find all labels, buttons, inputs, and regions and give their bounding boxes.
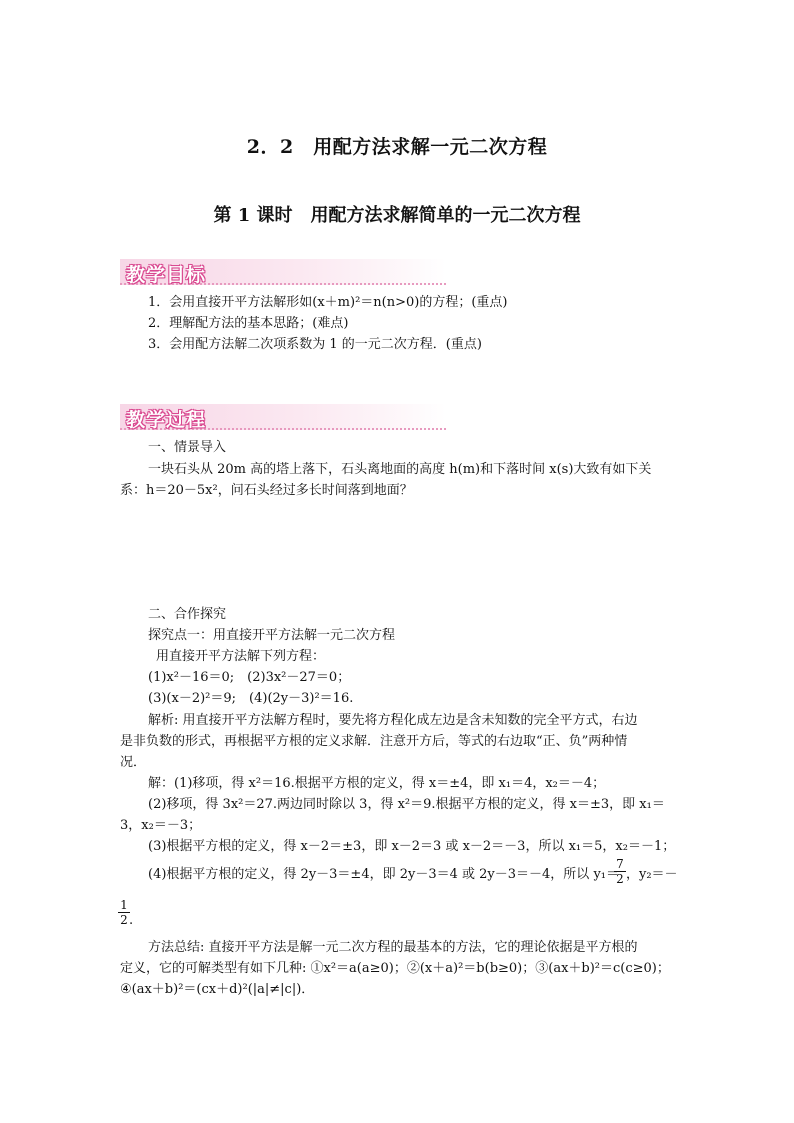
objective-item: 3．会用配方法解二次项系数为 1 的一元二次方程．(重点) (148, 337, 482, 352)
objective-item: 2．理解配方法的基本思路；(难点) (148, 316, 349, 331)
equation-row: (1)x²－16＝0; (2)3x²－27＝0； (148, 670, 351, 685)
summary-text: 定义，它的可解类型有如下几种: ①x²＝a(a≥0)；②(x＋a)²＝b(b≥0)；③(ax＋b)²＝c(c≥0)； (120, 961, 670, 976)
process-banner (120, 404, 446, 430)
fraction-numerator: 1 (118, 898, 130, 913)
fraction-numerator: 7 (614, 857, 626, 872)
analysis-text: 是非负数的形式，再根据平方根的定义求解．注意开方后，等式的右边取“正、负”两种情 (120, 734, 628, 749)
equation-row: (3)(x－2)²＝9; (4)(2y－3)²＝16. (148, 691, 354, 706)
objective-item: 1．会用直接开平方法解形如(x＋m)²＝n(n>0)的方程；(重点) (148, 295, 508, 310)
solution-text: (4)根据平方根的定义，得 2y－3＝±4，即 2y－3＝4 或 2y－3＝－4，所以 y₁＝ (148, 867, 619, 882)
explore-point: 探究点一：用直接开平方法解一元二次方程 (148, 628, 396, 643)
fraction-denominator: 2 (616, 872, 624, 886)
task-text: 用直接开平方法解下列方程： (156, 649, 326, 664)
solution-text: (3)根据平方根的定义，得 x－2＝±3，即 x－2＝3 或 x－2＝－3，所以 x₁＝5，x₂＝－1； (148, 839, 676, 854)
objectives-banner (120, 259, 446, 285)
solution-text: 解：(1)移项，得 x²＝16.根据平方根的定义，得 x＝±4，即 x₁＝4，x₂＝－4； (148, 776, 606, 791)
intro-text: 一块石头从 20m 高的塔上落下，石头离地面的高度 h(m)和下落时间 x(s)大致有如下关 (148, 462, 652, 477)
intro-text: 系：h＝20－5x²，问石头经过多长时间落到地面？ (120, 483, 413, 498)
section-title: 2．2 用配方法求解一元二次方程 (246, 136, 548, 158)
objectives-banner-label: 教学目标 (126, 264, 207, 286)
analysis-text: 况． (120, 755, 147, 770)
solution-text: 3，x₂＝－3； (120, 818, 202, 833)
summary-text: ④(ax＋b)²＝(cx＋d)²(|a|≠|c|)． (120, 982, 315, 997)
solution-text: ，y₂＝－ (626, 867, 678, 882)
solution-text: (2)移项，得 3x²＝27.两边同时除以 3，得 x²＝9.根据平方根的定义，得 x＝±3，即 x₁＝ (148, 797, 665, 812)
fraction-period: . (129, 913, 134, 928)
analysis-text: 解析: 用直接开平方法解方程时，要先将方程化成左边是含未知数的完全平方式，右边 (148, 713, 638, 728)
explore-heading: 二、合作探究 (148, 607, 227, 622)
process-banner-label: 教学过程 (126, 409, 207, 431)
fraction-seven-halves (614, 857, 626, 886)
lesson-title: 第 1 课时 用配方法求解简单的一元二次方程 (213, 205, 581, 226)
intro-heading: 一、情景导入 (148, 440, 227, 455)
fraction-denominator: 2 (120, 913, 128, 927)
summary-text: 方法总结: 直接开平方法是解一元二次方程的最基本的方法，它的理论依据是平方根的 (148, 940, 638, 955)
